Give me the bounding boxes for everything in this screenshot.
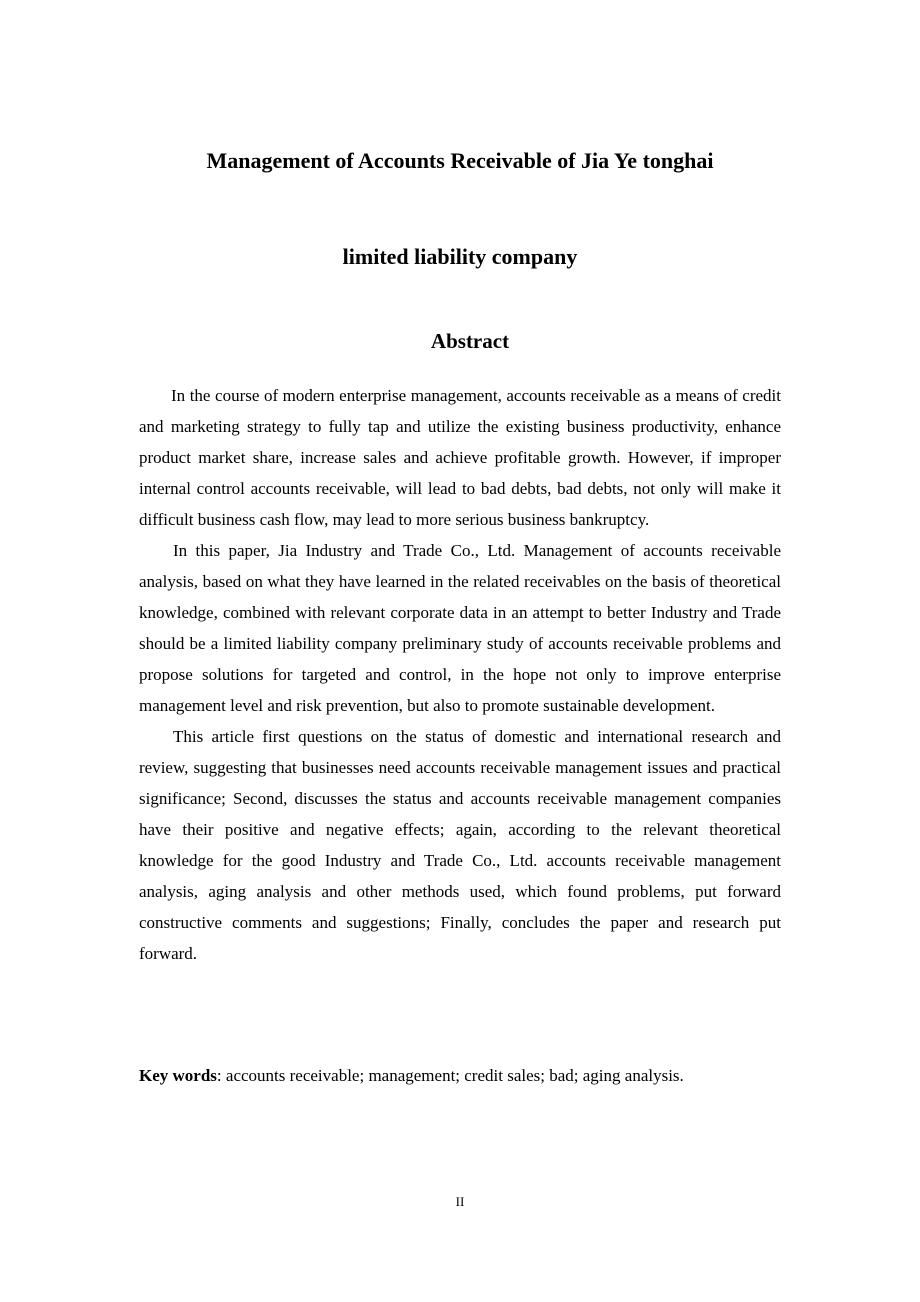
- keywords-separator: :: [216, 1066, 222, 1085]
- title-line-1: Management of Accounts Receivable of Jia Ye tonghai: [206, 148, 714, 173]
- abstract-heading: Abstract: [430, 329, 510, 353]
- page-number: II: [455, 1194, 465, 1209]
- title-line-2: limited liability company: [342, 244, 578, 269]
- keywords-text: accounts receivable; management; credit sales; bad; aging analysis.: [221, 1066, 684, 1085]
- abstract-paragraph-1: In the course of modern enterprise management, accounts receivable as a means of credit and marketing strategy to fully tap and utilize the existing business productivity, enhance product market share, increase sales and achieve profitable growth. However, if improper internal control accounts receivable, will lead to bad debts, bad debts, not only will make it difficult business cash flow, may lead to more serious business bankruptcy.: [139, 386, 781, 529]
- keywords-label: Key words: [139, 1066, 217, 1085]
- keywords-line: [139, 1060, 799, 1091]
- abstract-paragraph-2: In this paper, Jia Industry and Trade Co., Ltd. Management of accounts receivable analysis, based on what they have learned in the related receivables on the basis of theoretical knowledge, combined with relevant corporate data in an attempt to better Industry and Trade should be a limited liability company preliminary study of accounts receivable problems and propose solutions for targeted and control, in the hope not only to improve enterprise management level and risk prevention, but also to promote sustainable development.: [139, 541, 781, 715]
- abstract-body: [139, 380, 781, 969]
- abstract-paragraph-3: This article first questions on the status of domestic and international research and review, suggesting that businesses need accounts receivable management issues and practical significance; Second, discusses the status and accounts receivable management companies have their positive and negative effects; again, according to the relevant theoretical knowledge for the good Industry and Trade Co., Ltd. accounts receivable management analysis, aging analysis and other methods used, which found problems, put forward constructive comments and suggestions; Finally, concludes the paper and research put forward.: [139, 727, 781, 963]
